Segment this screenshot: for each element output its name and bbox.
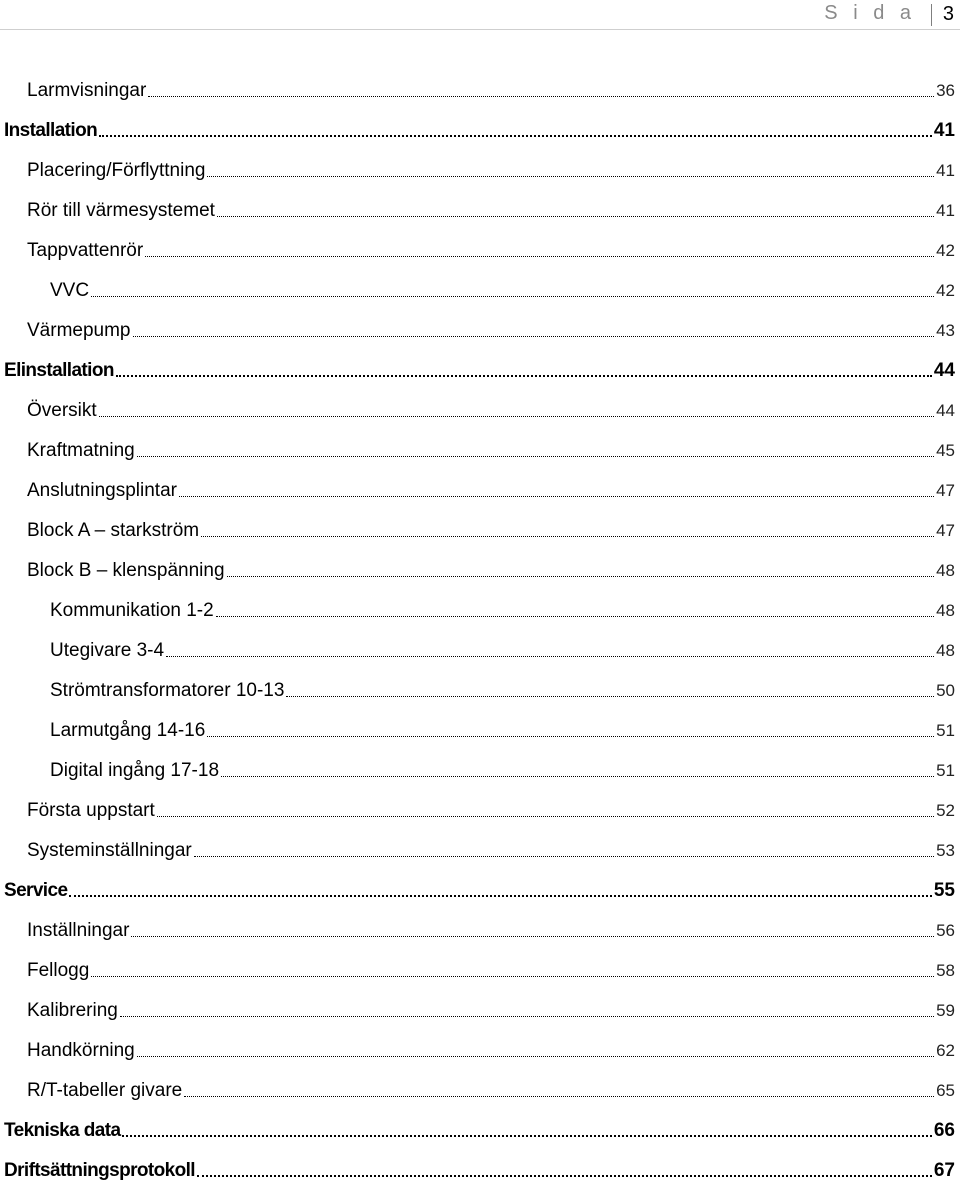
toc-dot-leader — [179, 495, 934, 497]
toc-entry[interactable] — [0, 65, 960, 105]
toc-entry-page-number: 42 — [936, 281, 955, 300]
toc-entry[interactable] — [0, 1145, 960, 1185]
toc-entry-title: Anslutningsplintar — [27, 480, 177, 501]
toc-entry-title: VVC — [50, 280, 90, 301]
toc-dot-leader — [122, 1134, 931, 1137]
toc-dot-leader — [91, 295, 934, 297]
toc-entry-page-number: 52 — [936, 801, 955, 820]
page-number: 3 — [942, 3, 954, 25]
toc-entry-title: Block A – starkström — [27, 520, 200, 541]
toc-entry-page-number: 51 — [936, 721, 955, 740]
toc-entry-page-number: 66 — [933, 1120, 955, 1141]
toc-entry[interactable] — [0, 465, 960, 505]
toc-entry-page-number: 67 — [933, 1160, 955, 1181]
toc-entry-page-number: 62 — [936, 1041, 955, 1060]
toc-entry-page-number: 59 — [936, 1001, 955, 1020]
toc-entry-title: Driftsättningsprotokoll — [4, 1160, 195, 1181]
toc-entry-page-number: 47 — [936, 521, 955, 540]
toc-entry[interactable] — [0, 145, 960, 185]
toc-entry[interactable] — [0, 1105, 960, 1145]
toc-entry[interactable] — [0, 505, 960, 545]
toc-dot-leader — [131, 935, 934, 937]
toc-entry-title: Fellogg — [27, 960, 90, 981]
toc-dot-leader — [116, 374, 932, 377]
toc-entry[interactable] — [0, 985, 960, 1025]
toc-dot-leader — [184, 1095, 934, 1097]
toc-dot-leader — [227, 575, 935, 577]
table-of-contents — [0, 65, 960, 1185]
toc-entry-page-number: 55 — [933, 880, 955, 901]
toc-entry[interactable] — [0, 945, 960, 985]
toc-entry-title: Handkörning — [27, 1040, 135, 1061]
toc-dot-leader — [91, 975, 934, 977]
toc-entry[interactable] — [0, 1025, 960, 1065]
toc-entry-page-number: 58 — [936, 961, 955, 980]
toc-entry-page-number: 56 — [936, 921, 955, 940]
toc-dot-leader — [166, 655, 934, 657]
toc-dot-leader — [286, 695, 934, 697]
toc-entry-page-number: 44 — [933, 360, 955, 381]
toc-dot-leader — [216, 615, 934, 617]
toc-dot-leader — [133, 335, 935, 337]
toc-entry-title: Systeminställningar — [27, 840, 192, 861]
toc-entry-page-number: 48 — [936, 641, 955, 660]
toc-entry[interactable] — [0, 345, 960, 385]
toc-dot-leader — [207, 175, 934, 177]
toc-entry[interactable] — [0, 265, 960, 305]
toc-entry[interactable] — [0, 385, 960, 425]
toc-entry[interactable] — [0, 1065, 960, 1105]
toc-entry[interactable] — [0, 105, 960, 145]
toc-entry[interactable] — [0, 425, 960, 465]
toc-dot-leader — [120, 1015, 934, 1017]
toc-entry-page-number: 42 — [936, 241, 955, 260]
toc-entry-title: Block B – klenspänning — [27, 560, 225, 581]
toc-entry-page-number: 53 — [936, 841, 955, 860]
toc-entry[interactable] — [0, 665, 960, 705]
toc-entry-title: Kommunikation 1-2 — [50, 600, 214, 621]
toc-dot-leader — [157, 815, 934, 817]
toc-entry[interactable] — [0, 305, 960, 345]
toc-entry-page-number: 41 — [933, 120, 955, 141]
page-header — [0, 0, 960, 30]
toc-entry[interactable] — [0, 185, 960, 225]
toc-dot-leader — [201, 535, 934, 537]
page-label: S i d a — [824, 2, 916, 24]
toc-dot-leader — [148, 95, 934, 97]
toc-entry-title: Larmvisningar — [27, 80, 147, 101]
toc-dot-leader — [137, 455, 934, 457]
toc-dot-leader — [145, 255, 934, 257]
toc-entry-title: Inställningar — [27, 920, 130, 941]
toc-entry-title: Kraftmatning — [27, 440, 135, 461]
toc-entry-title: Rör till värmesystemet — [27, 200, 215, 221]
toc-entry-title: Tekniska data — [4, 1120, 121, 1141]
toc-dot-leader — [197, 1174, 932, 1177]
toc-dot-leader — [207, 735, 934, 737]
toc-entry-title: Larmutgång 14-16 — [50, 720, 206, 741]
toc-entry-page-number: 65 — [936, 1081, 955, 1100]
toc-dot-leader — [99, 134, 932, 137]
toc-entry[interactable] — [0, 625, 960, 665]
toc-entry-title: Första uppstart — [27, 800, 155, 821]
toc-entry-title: Kalibrering — [27, 1000, 118, 1021]
toc-entry-title: Strömtransformatorer 10-13 — [50, 680, 285, 701]
toc-entry-title: Utegivare 3-4 — [50, 640, 165, 661]
toc-entry[interactable] — [0, 745, 960, 785]
toc-entry-page-number: 50 — [936, 681, 955, 700]
header-separator — [931, 4, 932, 26]
toc-entry-page-number: 51 — [936, 761, 955, 780]
toc-entry[interactable] — [0, 225, 960, 265]
toc-dot-leader — [217, 215, 934, 217]
toc-entry[interactable] — [0, 905, 960, 945]
toc-entry-page-number: 36 — [936, 81, 955, 100]
toc-entry[interactable] — [0, 785, 960, 825]
toc-entry[interactable] — [0, 825, 960, 865]
toc-dot-leader — [221, 775, 934, 777]
toc-entry-title: Översikt — [27, 400, 97, 421]
toc-entry[interactable] — [0, 705, 960, 745]
toc-dot-leader — [137, 1055, 934, 1057]
toc-entry-title: Digital ingång 17-18 — [50, 760, 220, 781]
toc-entry-title: R/T-tabeller givare — [27, 1080, 183, 1101]
toc-entry-page-number: 41 — [936, 201, 955, 220]
toc-entry-page-number: 43 — [936, 321, 955, 340]
toc-dot-leader — [194, 855, 934, 857]
toc-entry-title: Service — [4, 880, 68, 901]
toc-entry-page-number: 41 — [936, 161, 955, 180]
toc-entry-page-number: 45 — [936, 441, 955, 460]
toc-entry-page-number: 47 — [936, 481, 955, 500]
toc-entry-page-number: 48 — [936, 561, 955, 580]
toc-entry-page-number: 44 — [936, 401, 955, 420]
toc-entry-title: Värmepump — [27, 320, 131, 341]
toc-entry-title: Installation — [4, 120, 98, 141]
toc-entry[interactable] — [0, 865, 960, 905]
toc-entry-page-number: 48 — [936, 601, 955, 620]
toc-dot-leader — [99, 415, 934, 417]
toc-entry[interactable] — [0, 585, 960, 625]
toc-entry-title: Tappvattenrör — [27, 240, 144, 261]
toc-dot-leader — [69, 894, 931, 897]
toc-entry-title: Placering/Förflyttning — [27, 160, 206, 181]
toc-entry-title: Elinstallation — [4, 360, 114, 381]
toc-entry[interactable] — [0, 545, 960, 585]
